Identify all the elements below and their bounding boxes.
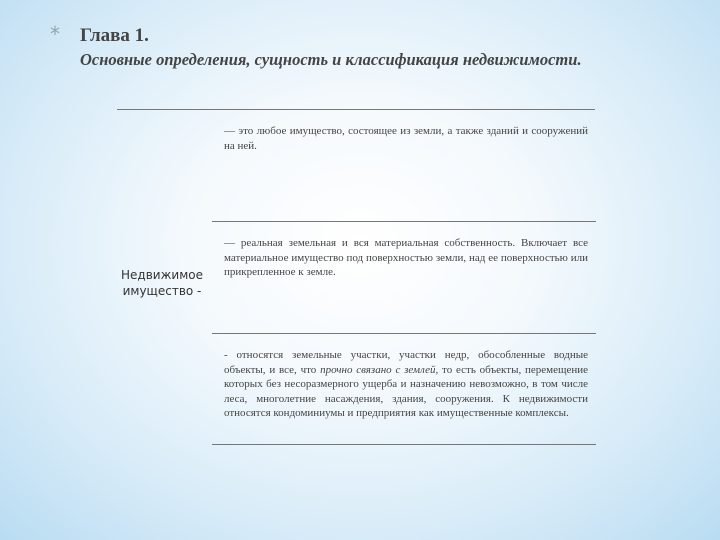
chapter-title: Глава 1. xyxy=(80,25,149,46)
chapter-subtitle: Основные определения, сущность и классификация недвижимости. xyxy=(80,50,582,69)
definition-1-text: — это любое имущество, состоящее из земли, а также зданий и сооружений на ней. xyxy=(224,125,588,152)
definition-3 xyxy=(224,348,588,421)
definition-3-emphasis: прочно связано с землей, xyxy=(320,363,439,376)
divider-3 xyxy=(212,333,596,334)
bullet-star: * xyxy=(50,22,60,46)
divider-2 xyxy=(212,221,596,222)
definition-2 xyxy=(224,236,588,280)
divider-bottom xyxy=(212,444,596,445)
definition-2-text: — реальная земельная и вся материальная собственность. Включает все материальное имущество под поверхностью земли, над ее поверхностью или прикрепленное к земле. xyxy=(224,237,588,278)
definition-3-text-a: - относятся земельные участки, участки недр, обособленные водные объекты, и все, что xyxy=(224,349,588,376)
divider-top xyxy=(117,109,595,110)
term-label: Недвижимое имущество - xyxy=(121,268,203,298)
definition-1 xyxy=(224,124,588,153)
definition-3-text-b: то есть объекты, перемещение которых без несоразмерного ущерба и назначению невозможно, в том числе леса, многолетние насаждения, здания, сооружения. К недвижимости относятся кондоминиумы и предприятия как имущественные комплексы. xyxy=(224,363,588,419)
